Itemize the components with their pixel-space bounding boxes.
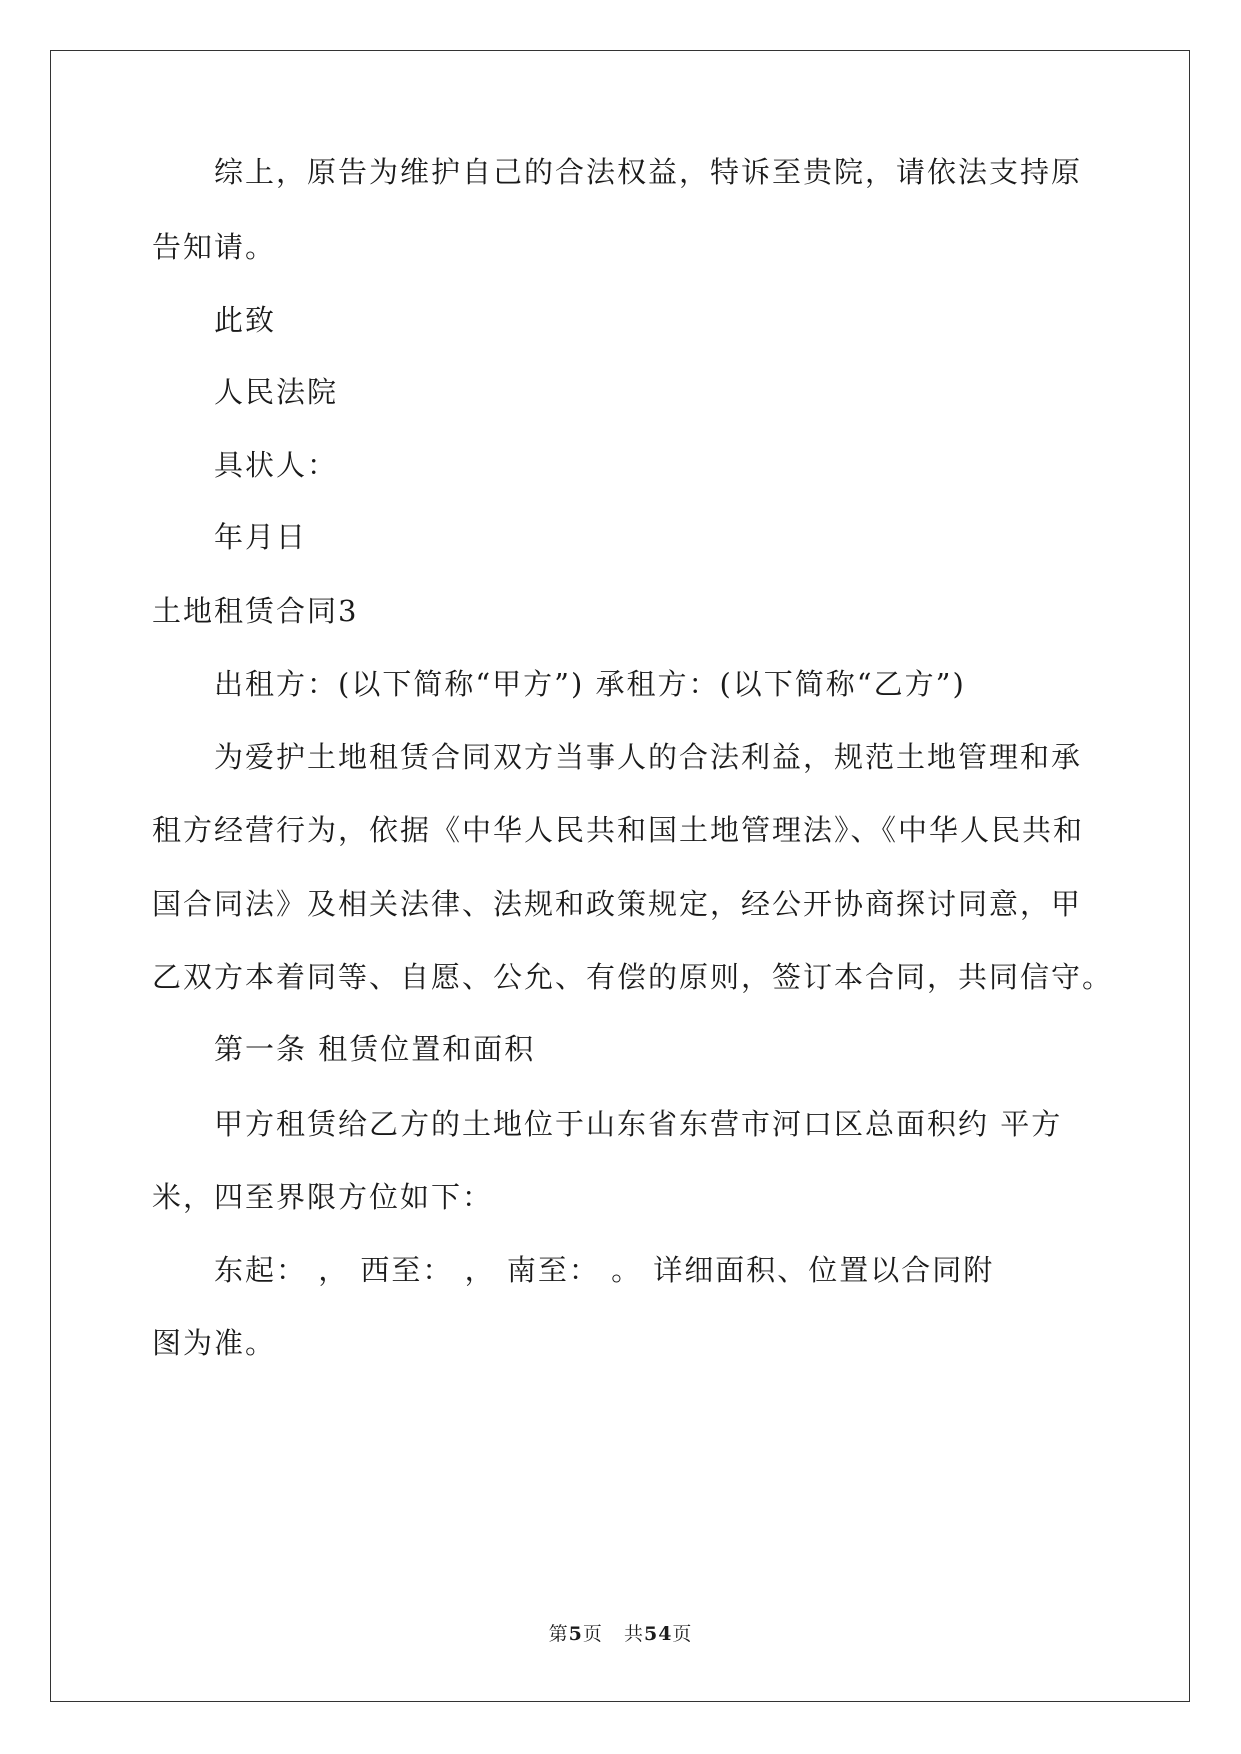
article-one-line-1: 甲方租赁给乙方的土地位于山东省东营市河口区总面积约 平方	[214, 1107, 1063, 1141]
footer-prefix: 第	[548, 1623, 569, 1645]
salutation-cizhi: 此致	[214, 303, 277, 337]
page-footer	[0, 1621, 1241, 1647]
footer-total-word: 页	[672, 1623, 693, 1645]
boundaries-line-2: 图为准。	[152, 1326, 277, 1360]
purpose-line-2: 租方经营行为，依据《中华人民共和国土地管理法》、《中华人民共和	[152, 813, 1085, 847]
footer-page-word: 页	[582, 1623, 603, 1645]
article-one-heading: 第一条 租赁位置和面积	[214, 1032, 536, 1066]
article-one-line-2: 米，四至界限方位如下：	[152, 1180, 494, 1214]
purpose-line-3: 国合同法》及相关法律、法规和政策规定，经公开协商探讨同意，甲	[152, 887, 1083, 921]
footer-total-prefix: 共	[623, 1623, 644, 1645]
purpose-line-1: 为爱护土地租赁合同双方当事人的合法利益，规范土地管理和承	[214, 740, 1083, 774]
paragraph-conclusion-line-2: 告知请。	[152, 230, 277, 264]
page-border	[50, 50, 1190, 1702]
footer-page-number: 5	[568, 1623, 583, 1645]
purpose-line-4: 乙双方本着同等、自愿、公允、有偿的原则，签订本合同，共同信守。	[152, 960, 1114, 994]
addressee-court: 人民法院	[214, 375, 339, 409]
parties-line: 出租方：(以下简称“甲方”) 承租方：(以下简称“乙方”)	[214, 667, 966, 701]
signatory-label: 具状人：	[214, 448, 339, 482]
contract-title: 土地租赁合同3	[152, 594, 359, 628]
boundaries-line-1: 东起： ， 西至： ， 南至： 。 详细面积、位置以合同附	[214, 1253, 995, 1287]
paragraph-conclusion-line-1: 综上，原告为维护自己的合法权益，特诉至贵院，请依法支持原	[214, 155, 1083, 189]
date-label: 年月日	[214, 520, 308, 554]
footer-total-pages: 54	[643, 1623, 673, 1645]
